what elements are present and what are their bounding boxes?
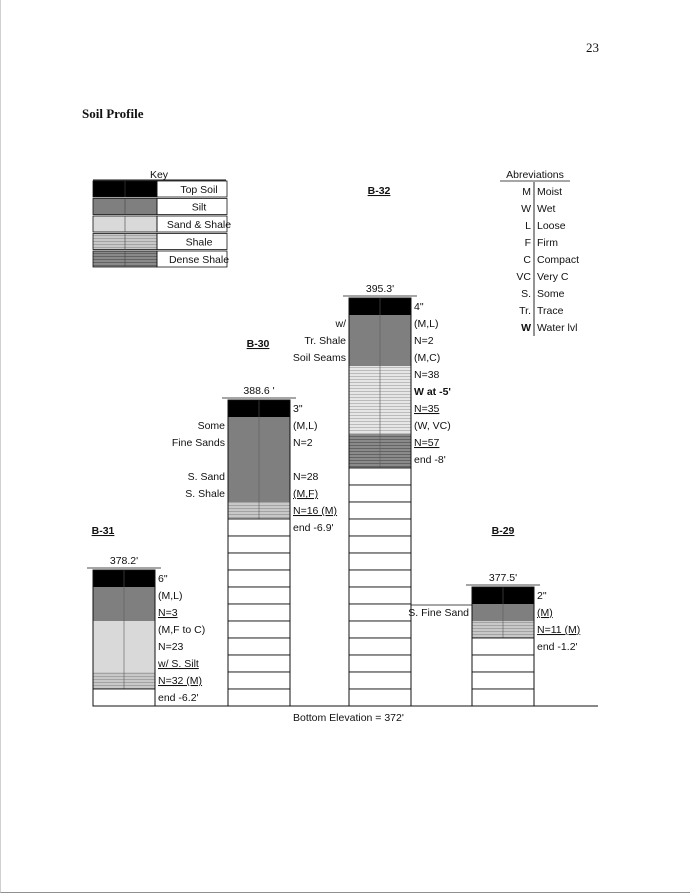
empty-row	[349, 468, 411, 485]
key-label: Dense Shale	[168, 254, 230, 266]
boring-note: w/ S. Silt	[158, 658, 199, 670]
empty-row	[349, 553, 411, 570]
boring-b-30	[172, 338, 337, 706]
boring-note: end -1.2'	[537, 641, 578, 653]
empty-row	[349, 672, 411, 689]
abbreviation-code: M	[522, 186, 531, 198]
abbreviation-code: F	[524, 237, 531, 249]
bottom-elevation-label: Bottom Elevation = 372'	[293, 712, 404, 724]
borings	[87, 185, 580, 706]
boring-note: (M,F to C)	[158, 624, 206, 636]
boring-note: (M,L)	[293, 420, 318, 432]
abbreviation-code: W	[521, 203, 531, 215]
empty-row	[349, 604, 411, 621]
empty-row	[228, 672, 290, 689]
boring-note: (M,C)	[414, 352, 441, 364]
empty-row	[349, 621, 411, 638]
boring-elevation: 378.2'	[109, 555, 139, 567]
empty-row	[228, 519, 290, 536]
abbreviation-code: Tr.	[519, 305, 531, 317]
boring-side-note: Some	[197, 420, 225, 432]
boring-name: B-32	[367, 185, 391, 197]
boring-note: N=2	[293, 437, 313, 449]
boring-name: B-30	[246, 338, 270, 350]
boring-elevation: 395.3'	[365, 283, 395, 295]
boring-note: (M,L)	[158, 590, 183, 602]
empty-row	[349, 655, 411, 672]
empty-row	[228, 570, 290, 587]
empty-row	[349, 536, 411, 553]
empty-row	[228, 536, 290, 553]
boring-note: end -6.9'	[293, 522, 334, 534]
abbreviation-code: S.	[521, 288, 531, 300]
boring-note: end -8'	[414, 454, 446, 466]
empty-row	[228, 553, 290, 570]
abbreviation-meaning: Some	[537, 288, 565, 300]
empty-row	[228, 638, 290, 655]
empty-row	[349, 570, 411, 587]
empty-row	[349, 587, 411, 604]
boring-note: 6"	[158, 573, 168, 585]
key-label: Top Soil	[180, 184, 218, 196]
boring-b-31	[87, 525, 205, 706]
boring-note: N=28	[293, 471, 319, 483]
boring-note: N=2	[414, 335, 434, 347]
boring-side-note: Fine Sands	[171, 437, 225, 449]
key-label: Silt	[191, 201, 207, 214]
boring-elevation: 388.6 '	[243, 385, 275, 397]
section-title: Soil Profile	[82, 106, 144, 121]
boring-note: N=57	[414, 437, 440, 449]
boring-note: (W, VC)	[414, 420, 451, 432]
abbreviation-meaning: Very C	[537, 271, 569, 283]
empty-row	[472, 638, 534, 655]
abbreviation-meaning: Moist	[537, 186, 563, 198]
boring-note: 2"	[537, 590, 547, 602]
abbreviation-code: VC	[516, 271, 531, 283]
boring-note: W at -5'	[414, 386, 451, 398]
legend-key	[93, 169, 231, 267]
key-label: Shale	[185, 236, 213, 249]
empty-row	[349, 485, 411, 502]
boring-side-note: S. Sand	[187, 471, 225, 483]
empty-row	[228, 587, 290, 604]
empty-row	[228, 621, 290, 638]
boring-note: (M)	[537, 607, 553, 619]
empty-row	[349, 519, 411, 536]
abbreviations-list	[500, 169, 579, 336]
boring-note: N=35	[414, 403, 440, 415]
abbreviation-meaning: Trace	[537, 305, 564, 317]
empty-row	[472, 672, 534, 689]
abbreviation-code: C	[523, 254, 531, 266]
boring-side-note: S. Fine Sand	[408, 607, 469, 619]
boring-note: N=11 (M)	[537, 624, 581, 636]
page-number: 23	[586, 40, 599, 55]
boring-note: end -6.2'	[158, 692, 199, 704]
abbreviation-meaning: Wet	[537, 203, 556, 215]
key-label: Sand & Shale	[166, 219, 232, 231]
abbreviation-code: L	[525, 220, 531, 232]
empty-row	[349, 689, 411, 706]
boring-note: N=32 (M)	[158, 675, 203, 687]
boring-note: 3"	[293, 403, 303, 415]
boring-note: N=38	[414, 369, 440, 381]
boring-name: B-29	[491, 525, 515, 537]
abbreviation-meaning: Firm	[537, 237, 558, 249]
boring-note: (M,L)	[414, 318, 439, 330]
boring-name: B-31	[91, 525, 115, 537]
abbreviation-meaning: Compact	[537, 254, 580, 266]
empty-row	[472, 689, 534, 706]
boring-note: N=23	[158, 641, 184, 653]
boring-note: N=3	[158, 607, 178, 619]
boring-elevation: 377.5'	[488, 572, 518, 584]
empty-row	[228, 689, 290, 706]
empty-row	[349, 502, 411, 519]
boring-note: (M,F)	[293, 488, 319, 500]
abbreviation-meaning: Water lvl	[537, 322, 578, 334]
abbreviations-title: Abreviations	[506, 169, 564, 181]
key-title: Key	[149, 169, 169, 181]
empty-row	[472, 655, 534, 672]
boring-side-note: w/	[335, 318, 346, 330]
empty-row	[349, 638, 411, 655]
empty-row	[93, 689, 155, 706]
abbreviation-code: W	[521, 322, 531, 334]
boring-b-32	[293, 185, 451, 706]
boring-side-note: Soil Seams	[292, 352, 346, 364]
empty-row	[228, 655, 290, 672]
boring-note: N=16 (M)	[293, 505, 338, 517]
abbreviation-meaning: Loose	[537, 220, 566, 232]
boring-note: 4"	[414, 301, 424, 313]
boring-b-29	[408, 525, 580, 706]
empty-row	[228, 604, 290, 621]
boring-side-note: Tr. Shale	[304, 335, 346, 347]
boring-side-note: S. Shale	[185, 488, 225, 500]
